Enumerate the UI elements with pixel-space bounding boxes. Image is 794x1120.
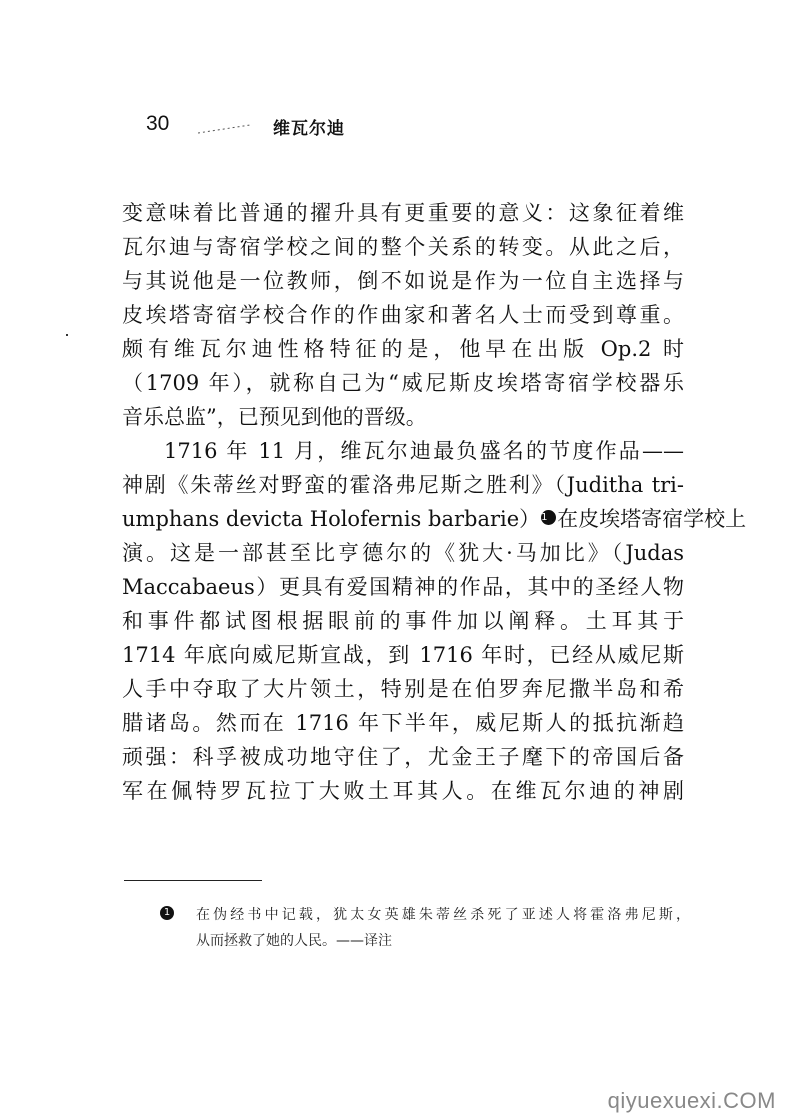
text-line: （1709 年），就称自己为“威尼斯皮埃塔寄宿学校器乐 [122, 371, 684, 395]
site-watermark: qiyuexuexi.COM [607, 1088, 776, 1113]
text-line: 和事件都试图根据眼前的事件加以阐释。土耳其于 [122, 609, 684, 633]
page-header [146, 112, 446, 142]
footnote [160, 902, 690, 954]
footnote-line: 从而拯救了她的人民。——译注 [196, 933, 392, 949]
header-ornament [198, 124, 250, 134]
text-line: 人手中夺取了大片领土，特别是在伯罗奔尼撒半岛和希 [122, 677, 684, 701]
scan-speck [66, 334, 68, 336]
text-line: 顽强：科孚被成功地守住了，尤金王子麾下的帝国后备 [122, 745, 684, 769]
text-line: 变意味着比普通的擢升具有更重要的意义：这象征着维 [122, 201, 684, 225]
text-line: 1716 年 11 月，维瓦尔迪最负盛名的节度作品—— [164, 439, 684, 463]
body-text [122, 196, 747, 808]
text-line: 与其说他是一位教师，倒不如说是作为一位自主选择与 [122, 269, 684, 293]
text-line: 瓦尔迪与寄宿学校之间的整个关系的转变。从此之后， [122, 235, 684, 259]
footnote-number-icon: 1 [160, 906, 174, 920]
text-line-with-footnote [122, 502, 747, 536]
text-line: 颇有维瓦尔迪性格特征的是，他早在出版 Op.2 时 [122, 337, 684, 361]
text-line: Maccabaeus）更具有爱国精神的作品，其中的圣经人物 [122, 575, 684, 599]
text-line: 演。这是一部甚至比亨德尔的《犹大·马加比》（Judas [122, 541, 684, 565]
text-line: 音乐总监”，已预见到他的晋级。 [122, 405, 427, 429]
footnote-line: 在伪经书中记载，犹太女英雄朱蒂丝杀死了亚述人将霍洛弗尼斯， [196, 907, 690, 923]
footnote-divider [124, 880, 262, 881]
text-segment: umphans devicta Holofernis barbarie） [122, 507, 541, 531]
running-title: 维瓦尔迪 [273, 119, 345, 139]
text-line: 神剧《朱蒂丝对野蛮的霍洛弗尼斯之胜利》（Juditha tri- [122, 473, 684, 497]
text-segment: 在皮埃塔寄宿学校上 [557, 507, 747, 531]
text-line: 1714 年底向威尼斯宣战，到 1716 年时，已经从威尼斯 [122, 643, 684, 667]
text-line: 腊诸岛。然而在 1716 年下半年，威尼斯人的抵抗渐趋 [122, 711, 684, 735]
text-line: 军在佩特罗瓦拉丁大败土耳其人。在维瓦尔迪的神剧 [122, 779, 684, 803]
footnote-marker-icon[interactable]: 1 [541, 510, 556, 525]
text-line: 皮埃塔寄宿学校合作的作曲家和著名人士而受到尊重。 [122, 303, 684, 327]
page-number: 30 [146, 112, 170, 135]
